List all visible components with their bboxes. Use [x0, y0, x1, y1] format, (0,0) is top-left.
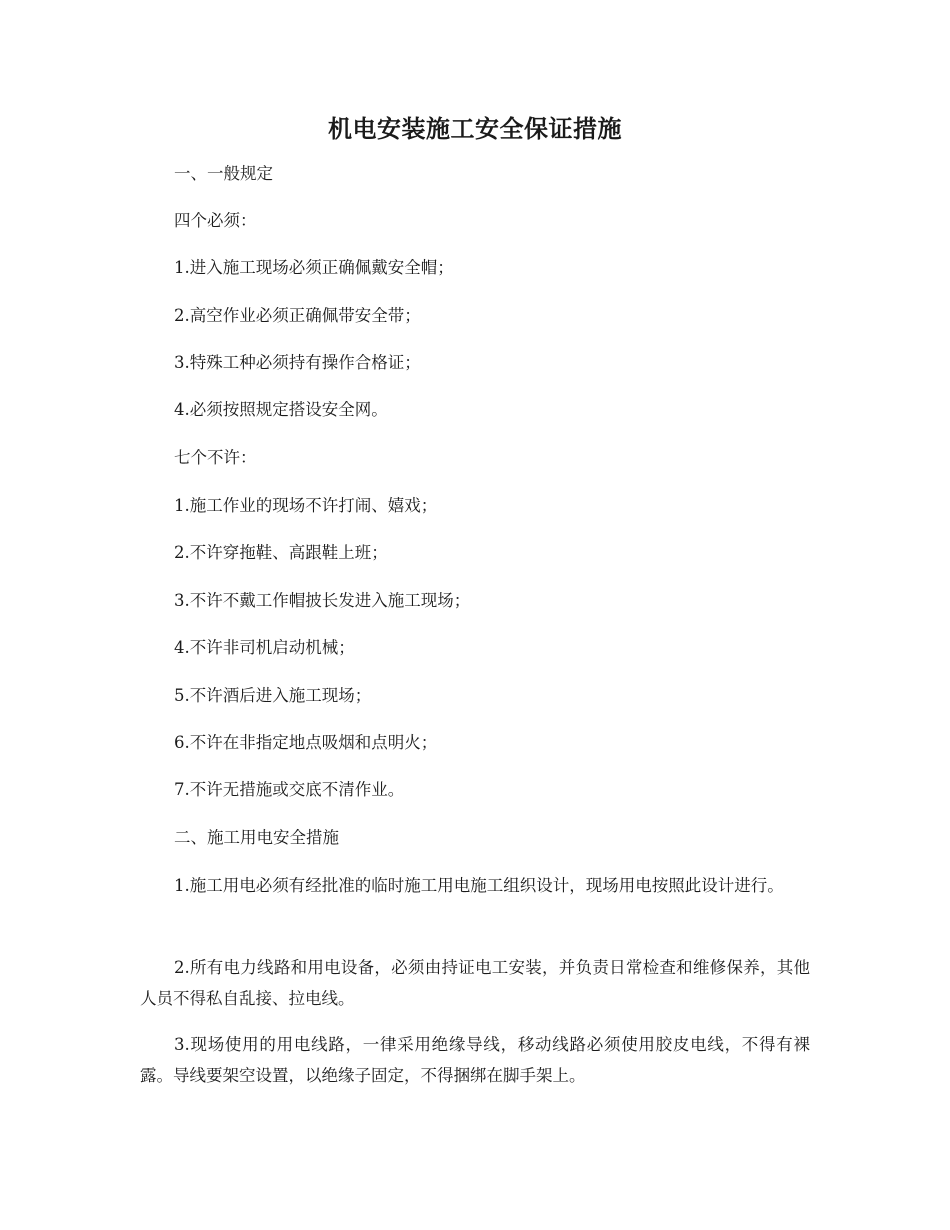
- section-heading-electric: 二、施工用电安全措施: [174, 828, 339, 847]
- four-musts-item-2: 2.高空作业必须正确佩带安全带；: [174, 306, 421, 325]
- seven-nots-item-2: 2.不许穿拖鞋、高跟鞋上班；: [174, 543, 388, 562]
- seven-nots-item-6: 6.不许在非指定地点吸烟和点明火；: [174, 733, 438, 752]
- four-musts-item-4: 4.必须按照规定搭设安全网。: [174, 400, 388, 419]
- electric-paragraph-1: 1.施工用电必须有经批准的临时施工用电施工组织设计，现场用电按照此设计进行。: [174, 876, 784, 895]
- seven-nots-item-1: 1.施工作业的现场不许打闹、嬉戏；: [174, 496, 438, 515]
- document-title: 机电安装施工安全保证措施: [328, 114, 622, 143]
- seven-nots-item-7: 7.不许无措施或交底不清作业。: [174, 780, 405, 799]
- seven-nots-item-4: 4.不许非司机启动机械；: [174, 638, 355, 657]
- electric-paragraph-3: 3.现场使用的用电线路，一律采用绝缘导线，移动线路必须使用胶皮电线，不得有裸露。导线要架空设置，以绝缘子固定，不得捆绑在脚手架上。: [140, 1035, 810, 1085]
- section-heading-general: 一、一般规定: [174, 164, 273, 183]
- seven-nots-item-5: 5.不许酒后进入施工现场；: [174, 686, 372, 705]
- seven-nots-item-3: 3.不许不戴工作帽披长发进入施工现场；: [174, 591, 471, 610]
- electric-paragraph-2: 2.所有电力线路和用电设备，必须由持证电工安装，并负责日常检查和维修保养，其他人员不得私自乱接、拉电线。: [140, 958, 810, 1008]
- four-musts-item-3: 3.特殊工种必须持有操作合格证；: [174, 353, 421, 372]
- seven-nots-heading: 七个不许：: [174, 448, 257, 467]
- four-musts-item-1: 1.进入施工现场必须正确佩戴安全帽；: [174, 258, 454, 277]
- four-musts-heading: 四个必须：: [174, 211, 257, 230]
